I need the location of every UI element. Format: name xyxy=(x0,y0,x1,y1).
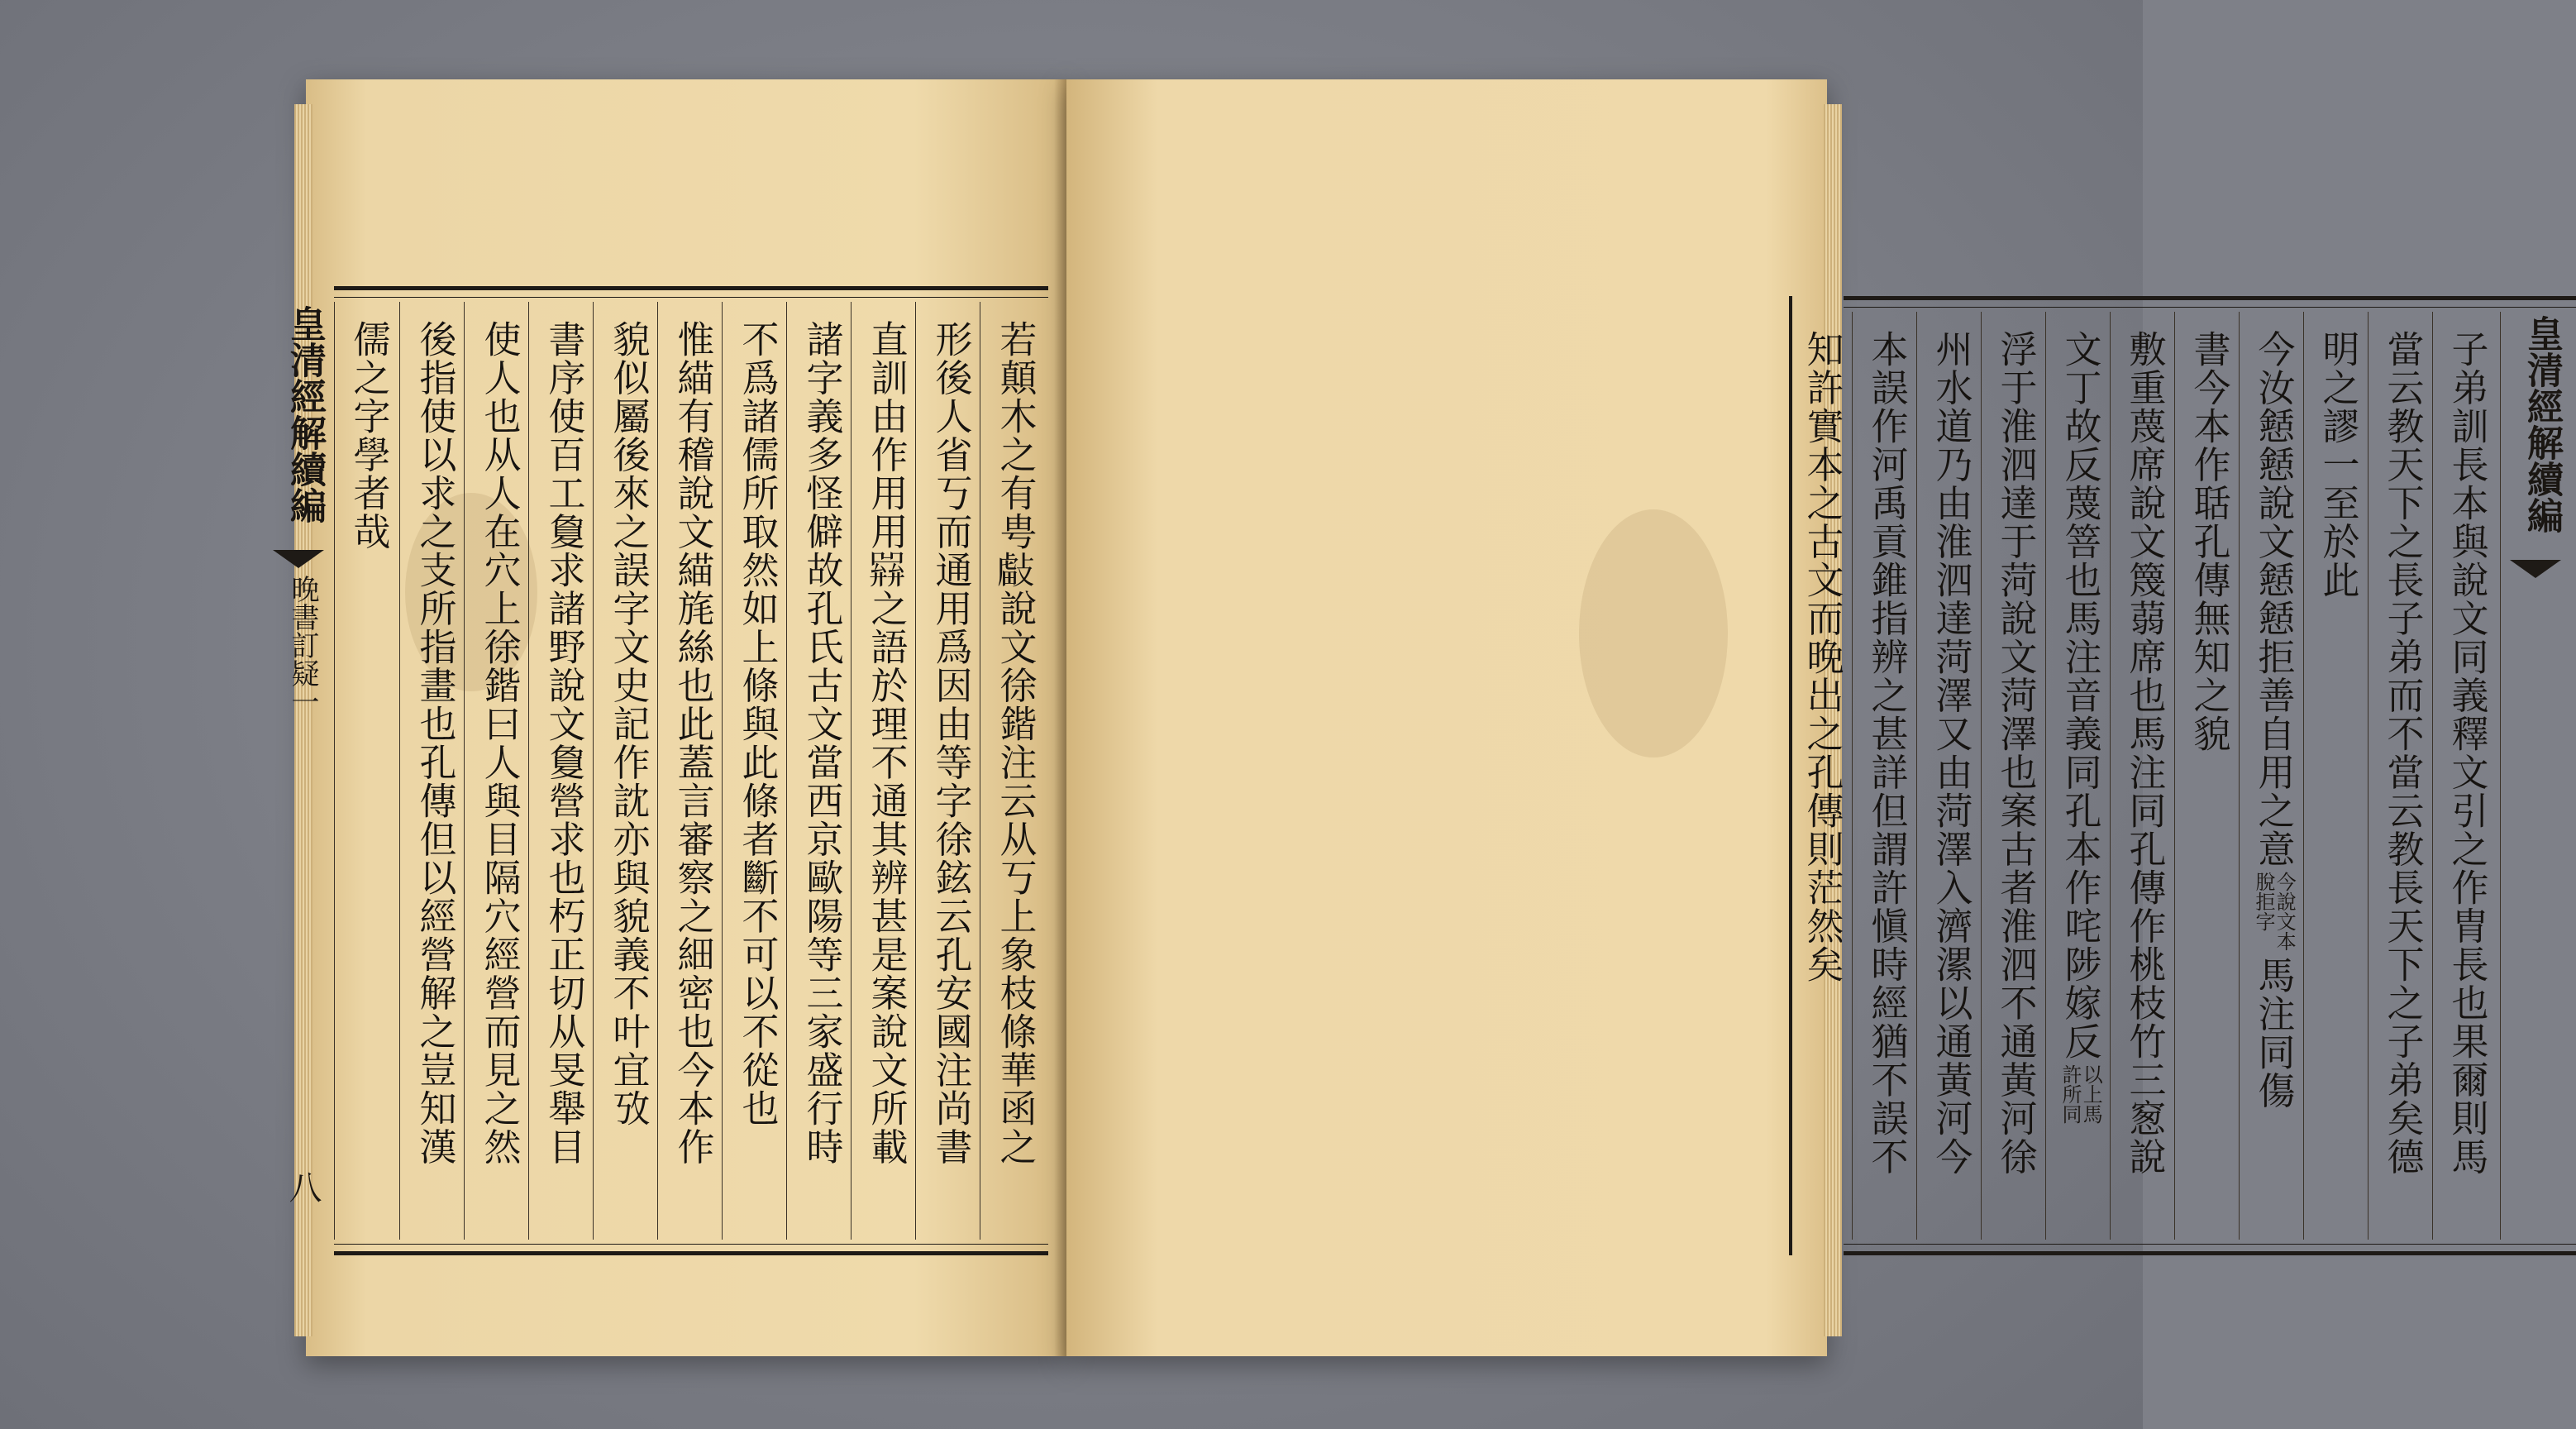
column-text: 貌似屬後來之誤字文史記作訦亦與貌義不叶宜攷 xyxy=(606,320,651,1128)
column-text: 書今本作聒孔傳無知之貌 xyxy=(2187,330,2231,753)
column-rule xyxy=(1916,312,1917,1240)
fish-tail-mark xyxy=(273,550,324,568)
column-text-tail: 馬注同傷 xyxy=(2251,956,2296,1110)
column-rule xyxy=(334,302,335,1240)
column-rule xyxy=(2174,312,2175,1240)
column-text: 書序使百工敻求諸野說文敻營求也朽正切从旻舉目 xyxy=(541,320,586,1166)
column-text: 本誤作河禹貢錐指辨之甚詳但謂許愼時經猶不誤不 xyxy=(1864,330,1909,1176)
column-text: 儒之字學者哉 xyxy=(346,320,391,551)
page-number: 八 xyxy=(284,1170,322,1203)
banner-title: 皇清經解續編 xyxy=(284,305,326,523)
note-line: 許所同 xyxy=(2058,1063,2082,1124)
column-text: 後指使以求之支所指畫也孔傳但以經營解之豈知漢 xyxy=(413,320,457,1166)
column-rule xyxy=(2239,312,2240,1240)
left-column-7 xyxy=(599,302,658,1240)
banner-title: 皇清經解續編 xyxy=(2521,315,2563,533)
right-print-frame xyxy=(1800,296,2576,1255)
right-column-8 xyxy=(1986,312,2045,1240)
left-column-4 xyxy=(792,302,852,1240)
column-text: 直訓由作用用𢍭之語於理不通其辨甚是案說文所載 xyxy=(864,320,909,1166)
column-text: 當云教天下之長子弟而不當云教長天下之子弟矣德 xyxy=(2380,330,2425,1176)
column-text: 惟緢有稽說文緢旄絲也此蓋言審察之細密也今本作 xyxy=(670,320,715,1166)
open-book xyxy=(284,79,2563,1356)
banner-section: 晚書訂疑一 xyxy=(286,575,319,715)
left-column-2 xyxy=(921,302,980,1240)
note-line: 今說文本 xyxy=(2273,872,2297,951)
column-rule xyxy=(2303,312,2304,1240)
frame-left-border xyxy=(1789,296,1792,1255)
column-rule xyxy=(2110,312,2111,1240)
column-rule xyxy=(2432,312,2433,1240)
right-column-1 xyxy=(2437,312,2497,1240)
column-text: 形後人省丂而通用爲因由等字徐鉉云孔安國注尚書 xyxy=(928,320,973,1166)
right-page xyxy=(1066,79,2563,1356)
column-rule xyxy=(2500,312,2501,1240)
column-text: 敷重蔑席說文篾蒻席也馬注同孔傳作桃枝竹三䆫說 xyxy=(2122,330,2167,1176)
left-print-frame xyxy=(284,286,1048,1255)
interlinear-note xyxy=(2059,1064,2101,1124)
left-column-6 xyxy=(663,302,723,1240)
column-text: 明之謬一至於此 xyxy=(2316,330,2360,600)
right-column-10 xyxy=(1857,312,1916,1240)
column-text: 浮于淮泗達于菏說文菏澤也案古者淮泗不通黃河徐 xyxy=(1993,330,2038,1176)
column-text: 不爲諸儒所取然如上條與此條者斷不可以不從也 xyxy=(735,320,780,1128)
column-text: 州水道乃由淮泗達菏澤又由菏澤入濟漯以通黃河今 xyxy=(1929,330,1973,1176)
column-rule xyxy=(1852,312,1853,1240)
column-text: 使人也从人在穴上徐鍇曰人與目隔穴經營而見之然 xyxy=(477,320,522,1166)
interlinear-note xyxy=(2252,872,2297,951)
right-column-4 xyxy=(2244,312,2303,1240)
column-text: 文丁故反蔑箁也馬注音義同孔本作咤陟嫁反 xyxy=(2058,330,2102,1061)
right-column-5 xyxy=(2179,312,2239,1240)
left-column-8 xyxy=(534,302,594,1240)
left-column-11 xyxy=(339,302,398,1240)
right-column-7 xyxy=(2050,312,2110,1240)
frame-inner-top-line xyxy=(1844,307,2576,308)
column-text: 諸字義多怪僻故孔氏古文當西京歐陽等三家盛行時 xyxy=(799,320,844,1166)
column-rule xyxy=(2045,312,2046,1240)
left-banner xyxy=(268,302,329,1240)
column-text: 若顛木之有甹𢿊說文徐鍇注云从丂上象枝條華函之 xyxy=(993,320,1038,1166)
column-rule xyxy=(399,302,400,1240)
column-rule xyxy=(1981,312,1982,1240)
column-text: 子弟訓長本與說文同義釋文引之作胄長也果爾則馬 xyxy=(2445,330,2489,1176)
right-column-11 xyxy=(1792,312,1852,1240)
frame-inner-bottom-line xyxy=(1844,1244,2576,1245)
note-line: 脫拒字 xyxy=(2252,872,2275,931)
left-column-1 xyxy=(985,302,1045,1240)
paper-stain xyxy=(1579,509,1728,758)
left-column-9 xyxy=(470,302,529,1240)
column-text: 今汝懖懖說文懖懖拒善自用之意 xyxy=(2251,330,2296,868)
left-column-10 xyxy=(405,302,465,1240)
right-column-3 xyxy=(2308,312,2368,1240)
column-text: 知許實本之古文而晚出之孔傳則茫然矣 xyxy=(1800,330,1844,984)
right-column-9 xyxy=(1921,312,1981,1240)
right-banner xyxy=(2505,312,2566,1240)
frame-inner-bottom-line xyxy=(334,1244,1048,1245)
left-column-3 xyxy=(856,302,916,1240)
fish-tail-mark xyxy=(2510,560,2561,578)
right-column-2 xyxy=(2373,312,2432,1240)
frame-inner-top-line xyxy=(334,297,1048,298)
left-page xyxy=(284,79,1066,1356)
right-column-6 xyxy=(2115,312,2174,1240)
left-column-5 xyxy=(727,302,787,1240)
note-line: 以上馬 xyxy=(2079,1063,2103,1124)
